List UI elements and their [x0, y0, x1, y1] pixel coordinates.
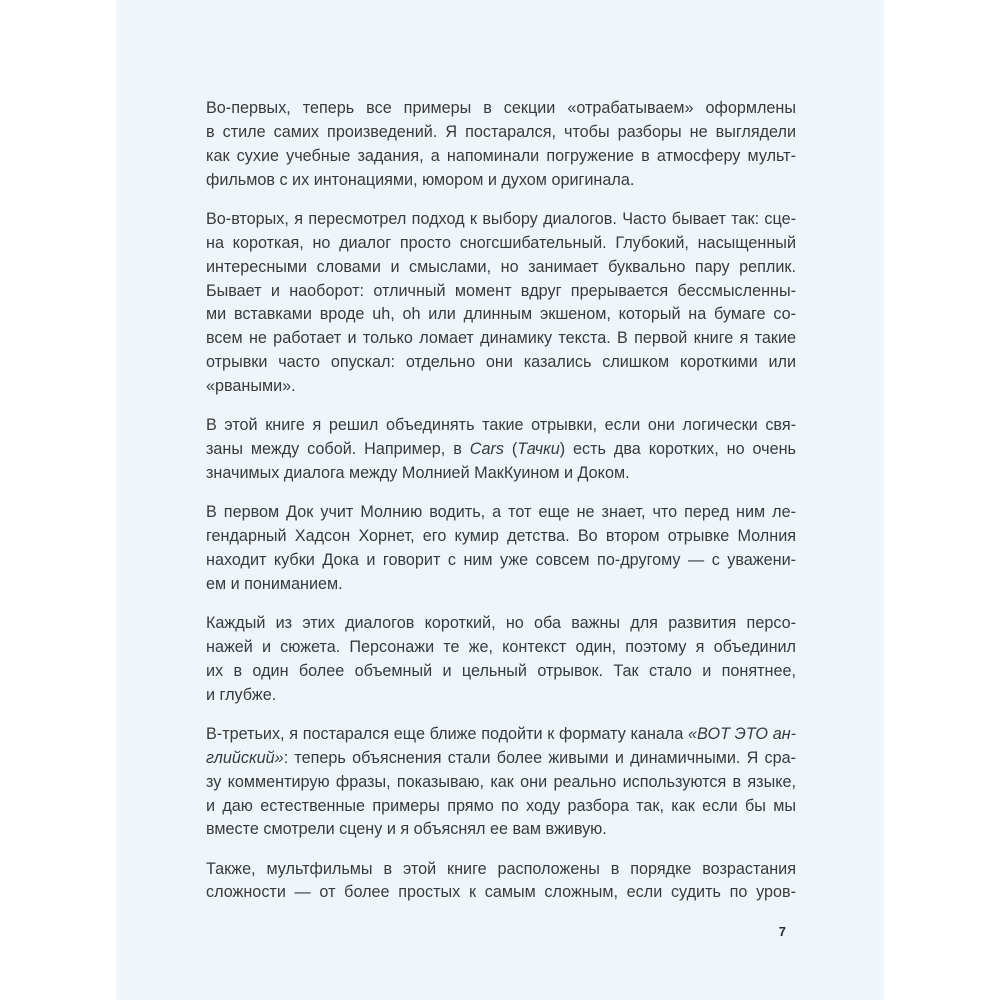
text-line	[206, 723, 796, 747]
text-line: и глубже.	[206, 685, 277, 704]
paragraph-4	[206, 501, 796, 597]
page-body-text	[206, 97, 796, 921]
channel-name: глийский»	[206, 748, 284, 767]
text-run: заны между собой. Например, в	[206, 440, 470, 459]
paragraph-7	[206, 858, 796, 906]
text-line	[206, 438, 796, 462]
text-line: «рваными».	[206, 377, 296, 396]
text-line: интересными словами и смыслами, но занимает буквально пару реплик.	[206, 257, 796, 276]
text-line: Также, мультфильмы в этой книге расположены в порядке возрастания	[206, 859, 796, 878]
paragraph-3	[206, 414, 796, 486]
text-line: находит кубки Дока и говорит с ним уже совсем по-другому — с уважени-	[206, 550, 796, 569]
book-page	[116, 0, 884, 1000]
text-line: как сухие учебные задания, а напоминали погружение в атмосферу мульт-	[206, 146, 796, 165]
text-line: на короткая, но диалог просто сногсшибательный. Глубокий, насыщенный	[206, 233, 796, 252]
text-line: отрывки часто опускал: отдельно они казались слишком короткими или	[206, 353, 796, 372]
channel-name: «ВОТ ЭТО ан-	[688, 724, 796, 743]
text-line: их в один более объемный и цельный отрывок. Так стало и понятнее,	[206, 661, 796, 680]
text-line	[206, 747, 796, 771]
paragraph-5	[206, 612, 796, 708]
film-title-en: Cars	[469, 440, 504, 459]
text-line: ми вставками вроде uh, oh или длинным экшеном, который на бумаге со-	[206, 305, 796, 324]
paragraph-6	[206, 723, 796, 843]
text-line: В этой книге я решил объединять такие отрывки, если они логически свя-	[206, 416, 796, 435]
text-run: ) есть два коротких, но очень	[559, 440, 796, 459]
text-line: зу комментирую фразы, показываю, как они реально используются в языке,	[206, 772, 796, 791]
paragraph-2	[206, 208, 796, 399]
text-line: Каждый из этих диалогов короткий, но оба важны для развития персо-	[206, 613, 796, 632]
page-number: 7	[778, 924, 786, 939]
text-line: сложности — от более простых к самым сложным, если судить по уров-	[206, 883, 796, 902]
text-line: ем и пониманием.	[206, 574, 343, 593]
paragraph-1	[206, 97, 796, 193]
text-line: Бывает и наоборот: отличный момент вдруг прерывается бессмысленны-	[206, 281, 796, 300]
text-line: вместе смотрели сцену и я объяснял ее вам вживую.	[206, 820, 607, 839]
text-line: гендарный Хадсон Хорнет, его кумир детства. Во втором отрывке Молния	[206, 527, 796, 546]
film-title-ru: Тачки	[517, 440, 560, 459]
text-line: значимых диалога между Молнией МакКуином и Доком.	[206, 464, 630, 483]
text-run: В-третьих, я постарался еще ближе подойти к формату канала	[206, 724, 689, 743]
text-run: : теперь объяснения стали более живыми и динамичными. Я сра-	[283, 748, 796, 767]
text-line: всем не работает и только ломает динамику текста. В первой книге я такие	[206, 329, 796, 348]
text-run: (	[503, 440, 518, 459]
text-line: В первом Док учит Молнию водить, а тот еще не знает, что перед ним ле-	[206, 503, 796, 522]
text-line: в стиле самих произведений. Я постарался, чтобы разборы не выглядели	[206, 122, 796, 141]
text-line: Во-первых, теперь все примеры в секции «отрабатываем» оформлены	[206, 99, 796, 117]
text-line: фильмов с их интонациями, юмором и духом оригинала.	[206, 170, 635, 189]
text-line: и даю естественные примеры прямо по ходу разбора так, как если бы мы	[206, 796, 796, 815]
text-line: Во-вторых, я пересмотрел подход к выбору диалогов. Часто бывает так: сце-	[206, 209, 796, 228]
text-line: нажей и сюжета. Персонажи те же, контекст один, поэтому я объединил	[206, 637, 796, 656]
